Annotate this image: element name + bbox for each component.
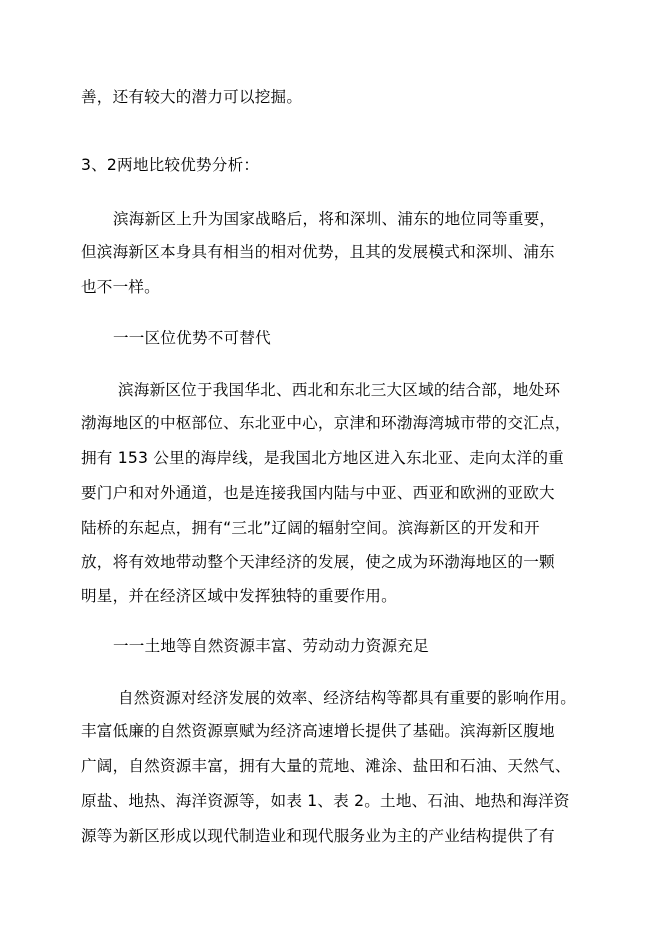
text-line: 放，将有效地带动整个天津经济的发展，使之成为环渤海地区的一颗: [81, 553, 555, 571]
text-line: 滨海新区位于我国华北、西北和东北三大区域的结合部，地处环: [118, 381, 561, 399]
text-line: 也不一样。: [81, 278, 160, 296]
text-line: 要门户和对外通道，也是连接我国内陆与中亚、西亚和欧洲的亚欧大: [81, 484, 555, 502]
text-line: 自然资源对经济发展的效率、经济结构等都具有重要的影响作用。: [118, 689, 577, 707]
text-line: 渤海地区的中枢部位、东北亚中心，京津和环渤海湾城市带的交汇点，: [81, 414, 571, 432]
section-heading: 3、2两地比较优势分析：: [81, 156, 260, 174]
text-line: 拥有 153 公里的海岸线，是我国北方地区进入东北亚、走向太洋的重: [81, 449, 564, 467]
text-line: 但滨海新区本身具有相当的相对优势，且其的发展模式和深圳、浦东: [81, 243, 555, 261]
text-line: 源等为新区形成以现代制造业和现代服务业为主的产业结构提供了有: [81, 827, 555, 845]
text-line: 滨海新区上升为国家战略后，将和深圳、浦东的地位同等重要，: [113, 210, 556, 228]
text-line: 明星，并在经济区域中发挥独特的重要作用。: [81, 587, 397, 605]
text-line: 善，还有较大的潜力可以挖掘。: [81, 88, 303, 106]
text-line: 丰富低廉的自然资源禀赋为经济高速增长提供了基础。滨海新区腹地: [81, 722, 555, 740]
subsection-heading: 一一区位优势不可替代: [113, 329, 271, 347]
subsection-heading: 一一土地等自然资源丰富、劳动动力资源充足: [113, 637, 429, 655]
text-line: 广阔，自然资源丰富，拥有大量的荒地、滩涂、盐田和石油、天然气、: [81, 757, 571, 775]
text-line: 原盐、地热、海洋资源等，如表 1、表 2。土地、石油、地热和海洋资: [81, 792, 570, 810]
text-line: 陆桥的东起点，拥有“三北”辽阔的辐射空间。滨海新区的开发和开: [81, 519, 540, 537]
